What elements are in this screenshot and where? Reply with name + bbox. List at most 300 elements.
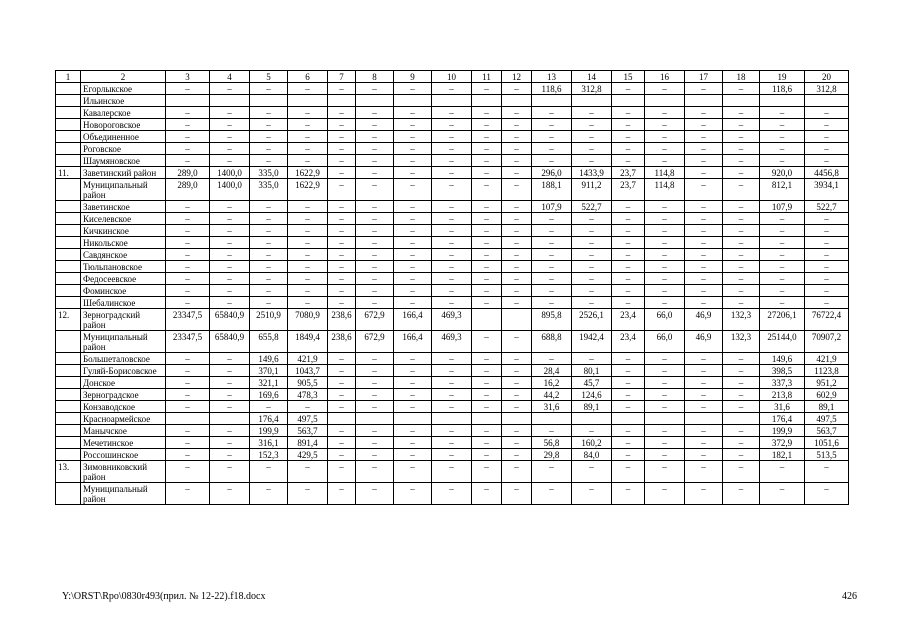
value-cell: – <box>502 83 532 95</box>
table-row <box>56 401 849 413</box>
value-cell: – <box>394 83 432 95</box>
table-row <box>56 213 849 225</box>
value-cell: – <box>685 143 723 155</box>
value-cell: – <box>502 213 532 225</box>
value-cell: – <box>612 365 645 377</box>
value-cell: 132,3 <box>723 331 760 353</box>
table-row <box>56 95 849 107</box>
header-cell: 18 <box>723 71 760 83</box>
value-cell: 199,9 <box>760 425 805 437</box>
value-cell: – <box>723 377 760 389</box>
row-name-cell: Киселевское <box>81 213 166 225</box>
value-cell: – <box>645 353 685 365</box>
value-cell: – <box>472 365 502 377</box>
value-cell: – <box>760 249 805 261</box>
value-cell <box>166 95 210 107</box>
value-cell: – <box>328 449 356 461</box>
value-cell: – <box>166 131 210 143</box>
value-cell: – <box>502 353 532 365</box>
value-cell: – <box>356 461 394 483</box>
value-cell: – <box>432 143 472 155</box>
value-cell: 1622,9 <box>288 167 328 179</box>
value-cell: – <box>166 365 210 377</box>
value-cell: – <box>288 285 328 297</box>
value-cell: – <box>645 143 685 155</box>
value-cell <box>572 95 612 107</box>
value-cell: – <box>612 297 645 309</box>
value-cell: – <box>502 483 532 505</box>
row-number-cell <box>56 225 81 237</box>
value-cell: – <box>685 365 723 377</box>
value-cell: – <box>328 437 356 449</box>
row-name-cell: Объединенное <box>81 131 166 143</box>
value-cell: – <box>760 131 805 143</box>
value-cell: – <box>394 131 432 143</box>
value-cell: – <box>612 143 645 155</box>
value-cell <box>612 95 645 107</box>
value-cell: – <box>532 225 572 237</box>
value-cell: – <box>572 213 612 225</box>
value-cell: – <box>760 297 805 309</box>
table-row <box>56 353 849 365</box>
row-name-cell: Тюльпановское <box>81 261 166 273</box>
value-cell: – <box>805 155 849 167</box>
header-cell: 20 <box>805 71 849 83</box>
value-cell: – <box>394 225 432 237</box>
row-name-cell: Зерноградское <box>81 389 166 401</box>
value-cell: – <box>394 389 432 401</box>
value-cell: – <box>166 353 210 365</box>
value-cell: – <box>612 131 645 143</box>
value-cell: – <box>328 155 356 167</box>
value-cell: 188,1 <box>532 179 572 201</box>
value-cell: – <box>288 213 328 225</box>
value-cell: – <box>612 155 645 167</box>
value-cell: 2526,1 <box>572 309 612 331</box>
value-cell: 238,6 <box>328 309 356 331</box>
value-cell: – <box>288 155 328 167</box>
value-cell: – <box>328 107 356 119</box>
value-cell: 124,6 <box>572 389 612 401</box>
value-cell: – <box>685 225 723 237</box>
value-cell: – <box>502 237 532 249</box>
value-cell: – <box>685 449 723 461</box>
value-cell: – <box>394 201 432 213</box>
value-cell: – <box>250 119 288 131</box>
row-name-cell: Ильинское <box>81 95 166 107</box>
value-cell: – <box>210 401 250 413</box>
value-cell: 891,4 <box>288 437 328 449</box>
value-cell: – <box>723 237 760 249</box>
value-cell: – <box>394 353 432 365</box>
value-cell: – <box>288 201 328 213</box>
value-cell: – <box>723 365 760 377</box>
table-row <box>56 449 849 461</box>
value-cell: 89,1 <box>805 401 849 413</box>
row-number-cell <box>56 213 81 225</box>
value-cell: – <box>250 237 288 249</box>
value-cell: 497,5 <box>805 413 849 425</box>
row-name-cell: Манычское <box>81 425 166 437</box>
value-cell: – <box>645 461 685 483</box>
value-cell: – <box>432 237 472 249</box>
row-number-cell <box>56 179 81 201</box>
value-cell: – <box>432 365 472 377</box>
value-cell: 289,0 <box>166 167 210 179</box>
value-cell: – <box>328 261 356 273</box>
value-cell: – <box>166 83 210 95</box>
value-cell: 312,8 <box>572 83 612 95</box>
value-cell: – <box>572 273 612 285</box>
value-cell: – <box>472 179 502 201</box>
value-cell: – <box>502 401 532 413</box>
value-cell: 429,5 <box>288 449 328 461</box>
value-cell: – <box>394 273 432 285</box>
value-cell: 1043,7 <box>288 365 328 377</box>
value-cell: – <box>645 285 685 297</box>
value-cell: – <box>250 107 288 119</box>
value-cell: – <box>723 179 760 201</box>
value-cell: – <box>502 331 532 353</box>
value-cell: – <box>612 483 645 505</box>
value-cell: – <box>645 483 685 505</box>
table-row <box>56 83 849 95</box>
header-cell: 11 <box>472 71 502 83</box>
value-cell: 1849,4 <box>288 331 328 353</box>
row-number-cell <box>56 83 81 95</box>
value-cell: – <box>250 225 288 237</box>
value-cell: – <box>805 297 849 309</box>
value-cell: – <box>612 449 645 461</box>
value-cell: – <box>210 201 250 213</box>
value-cell: 160,2 <box>572 437 612 449</box>
value-cell: 905,5 <box>288 377 328 389</box>
value-cell: – <box>645 297 685 309</box>
value-cell <box>394 95 432 107</box>
row-number-cell <box>56 413 81 425</box>
value-cell: 107,9 <box>532 201 572 213</box>
value-cell: 335,0 <box>250 179 288 201</box>
value-cell: – <box>432 425 472 437</box>
value-cell: – <box>805 249 849 261</box>
value-cell: – <box>685 483 723 505</box>
header-cell: 5 <box>250 71 288 83</box>
value-cell: – <box>394 297 432 309</box>
header-cell: 6 <box>288 71 328 83</box>
value-cell: – <box>472 425 502 437</box>
value-cell: – <box>356 237 394 249</box>
value-cell: 44,2 <box>532 389 572 401</box>
value-cell: – <box>356 483 394 505</box>
value-cell: – <box>328 201 356 213</box>
value-cell: – <box>356 83 394 95</box>
value-cell: – <box>723 213 760 225</box>
value-cell: – <box>394 461 432 483</box>
value-cell: – <box>288 401 328 413</box>
value-cell: – <box>723 483 760 505</box>
value-cell: 70907,2 <box>805 331 849 353</box>
value-cell: – <box>805 285 849 297</box>
value-cell: – <box>432 179 472 201</box>
value-cell: 76722,4 <box>805 309 849 331</box>
value-cell: – <box>572 285 612 297</box>
row-number-cell <box>56 483 81 505</box>
value-cell: 672,9 <box>356 309 394 331</box>
value-cell: – <box>685 285 723 297</box>
value-cell: – <box>723 261 760 273</box>
value-cell: – <box>356 179 394 201</box>
value-cell: – <box>472 331 502 353</box>
row-name-cell: Муниципальный район <box>81 483 166 505</box>
value-cell: – <box>572 353 612 365</box>
value-cell: – <box>166 201 210 213</box>
value-cell: – <box>532 261 572 273</box>
value-cell: 27206,1 <box>760 309 805 331</box>
value-cell: – <box>432 389 472 401</box>
header-cell: 14 <box>572 71 612 83</box>
row-name-cell: Мечетинское <box>81 437 166 449</box>
value-cell: – <box>572 261 612 273</box>
value-cell: 28,4 <box>532 365 572 377</box>
value-cell: – <box>723 201 760 213</box>
value-cell: – <box>612 119 645 131</box>
value-cell: – <box>328 377 356 389</box>
value-cell: – <box>685 425 723 437</box>
value-cell <box>502 95 532 107</box>
value-cell: – <box>210 107 250 119</box>
value-cell: – <box>432 273 472 285</box>
value-cell: – <box>532 483 572 505</box>
value-cell: – <box>645 389 685 401</box>
value-cell: – <box>723 401 760 413</box>
table-row <box>56 167 849 179</box>
value-cell: – <box>328 353 356 365</box>
value-cell: – <box>502 249 532 261</box>
value-cell: – <box>723 225 760 237</box>
row-number-cell: 11. <box>56 167 81 179</box>
table-header <box>56 71 849 83</box>
value-cell: – <box>572 483 612 505</box>
value-cell: – <box>572 297 612 309</box>
value-cell: – <box>612 237 645 249</box>
value-cell: – <box>723 273 760 285</box>
value-cell: – <box>210 461 250 483</box>
value-cell: – <box>685 119 723 131</box>
value-cell: 213,8 <box>760 389 805 401</box>
header-row <box>56 71 849 83</box>
value-cell: – <box>502 167 532 179</box>
row-number-cell <box>56 389 81 401</box>
value-cell: – <box>612 213 645 225</box>
value-cell: – <box>532 273 572 285</box>
value-cell: – <box>472 237 502 249</box>
table-row <box>56 425 849 437</box>
value-cell: – <box>394 143 432 155</box>
value-cell: – <box>502 437 532 449</box>
value-cell: – <box>328 167 356 179</box>
value-cell: – <box>645 425 685 437</box>
value-cell: – <box>532 107 572 119</box>
value-cell: – <box>432 261 472 273</box>
value-cell: – <box>328 131 356 143</box>
footer-file-path: Y:\ORST\Rpo\0830r493(прил. № 12-22).f18.docx <box>62 591 266 602</box>
value-cell: – <box>723 155 760 167</box>
value-cell: – <box>760 225 805 237</box>
value-cell: – <box>685 249 723 261</box>
value-cell: – <box>645 225 685 237</box>
header-cell: 17 <box>685 71 723 83</box>
value-cell: – <box>356 297 394 309</box>
row-number-cell <box>56 297 81 309</box>
value-cell: – <box>472 401 502 413</box>
value-cell: – <box>250 483 288 505</box>
value-cell: – <box>356 249 394 261</box>
value-cell: 25144,0 <box>760 331 805 353</box>
value-cell: – <box>394 437 432 449</box>
value-cell: 563,7 <box>288 425 328 437</box>
table-row <box>56 143 849 155</box>
value-cell: – <box>394 107 432 119</box>
value-cell: – <box>612 377 645 389</box>
value-cell: 522,7 <box>572 201 612 213</box>
table-row <box>56 131 849 143</box>
value-cell: – <box>532 131 572 143</box>
value-cell: – <box>760 119 805 131</box>
value-cell: – <box>210 425 250 437</box>
value-cell: – <box>166 437 210 449</box>
value-cell: – <box>723 249 760 261</box>
row-number-cell <box>56 449 81 461</box>
value-cell: – <box>723 131 760 143</box>
table-row <box>56 365 849 377</box>
value-cell: 23,4 <box>612 331 645 353</box>
value-cell: – <box>356 131 394 143</box>
table-row <box>56 413 849 425</box>
value-cell: 169,6 <box>250 389 288 401</box>
value-cell: – <box>250 213 288 225</box>
value-cell: – <box>394 425 432 437</box>
row-number-cell <box>56 401 81 413</box>
value-cell: – <box>645 213 685 225</box>
value-cell: – <box>210 83 250 95</box>
value-cell: – <box>502 425 532 437</box>
row-number-cell: 12. <box>56 309 81 331</box>
value-cell <box>472 413 502 425</box>
value-cell: – <box>685 461 723 483</box>
row-number-cell <box>56 201 81 213</box>
row-name-cell: Гуляй-Борисовское <box>81 365 166 377</box>
row-name-cell: Шаумяновское <box>81 155 166 167</box>
value-cell: 372,9 <box>760 437 805 449</box>
value-cell: – <box>328 213 356 225</box>
value-cell: 182,1 <box>760 449 805 461</box>
value-cell: – <box>432 213 472 225</box>
value-cell: – <box>288 237 328 249</box>
value-cell: – <box>645 83 685 95</box>
row-number-cell <box>56 249 81 261</box>
value-cell: – <box>472 389 502 401</box>
value-cell <box>760 95 805 107</box>
value-cell: 65840,9 <box>210 309 250 331</box>
value-cell: – <box>760 143 805 155</box>
value-cell: – <box>394 377 432 389</box>
value-cell: – <box>572 425 612 437</box>
value-cell: 176,4 <box>250 413 288 425</box>
value-cell: – <box>250 249 288 261</box>
value-cell: – <box>472 285 502 297</box>
value-cell: 149,6 <box>250 353 288 365</box>
row-number-cell <box>56 331 81 353</box>
value-cell <box>502 309 532 331</box>
value-cell: – <box>612 425 645 437</box>
value-cell: – <box>472 437 502 449</box>
value-cell: 4456,8 <box>805 167 849 179</box>
value-cell: – <box>288 83 328 95</box>
value-cell: – <box>723 449 760 461</box>
value-cell: – <box>288 131 328 143</box>
value-cell: – <box>472 449 502 461</box>
value-cell: – <box>685 437 723 449</box>
value-cell: – <box>805 213 849 225</box>
value-cell: – <box>572 131 612 143</box>
value-cell: – <box>328 273 356 285</box>
row-number-cell <box>56 365 81 377</box>
value-cell: – <box>288 249 328 261</box>
table-row <box>56 437 849 449</box>
value-cell: – <box>288 119 328 131</box>
row-number-cell <box>56 261 81 273</box>
value-cell: – <box>288 483 328 505</box>
value-cell: – <box>432 297 472 309</box>
value-cell: – <box>356 389 394 401</box>
table-row <box>56 237 849 249</box>
row-name-cell: Фоминское <box>81 285 166 297</box>
value-cell: – <box>805 483 849 505</box>
value-cell: – <box>288 297 328 309</box>
value-cell: – <box>210 449 250 461</box>
value-cell: – <box>760 155 805 167</box>
row-name-cell: Егорлыкское <box>81 83 166 95</box>
row-name-cell: Федосеевское <box>81 273 166 285</box>
table-row <box>56 155 849 167</box>
value-cell: 421,9 <box>805 353 849 365</box>
value-cell <box>685 413 723 425</box>
value-cell: 176,4 <box>760 413 805 425</box>
value-cell: 2510,9 <box>250 309 288 331</box>
value-cell: – <box>166 461 210 483</box>
value-cell: – <box>572 461 612 483</box>
value-cell: – <box>502 201 532 213</box>
value-cell: – <box>502 297 532 309</box>
value-cell: – <box>210 297 250 309</box>
value-cell: – <box>805 261 849 273</box>
value-cell: 23347,5 <box>166 331 210 353</box>
value-cell: – <box>502 179 532 201</box>
value-cell: 688,8 <box>532 331 572 353</box>
value-cell: – <box>612 225 645 237</box>
value-cell: – <box>572 237 612 249</box>
value-cell: – <box>166 143 210 155</box>
value-cell: – <box>612 461 645 483</box>
value-cell: – <box>166 483 210 505</box>
row-name-cell: Заветинское <box>81 201 166 213</box>
value-cell <box>210 95 250 107</box>
value-cell: 398,5 <box>760 365 805 377</box>
value-cell: – <box>612 437 645 449</box>
value-cell: – <box>805 107 849 119</box>
value-cell: – <box>394 155 432 167</box>
value-cell: 1051,6 <box>805 437 849 449</box>
